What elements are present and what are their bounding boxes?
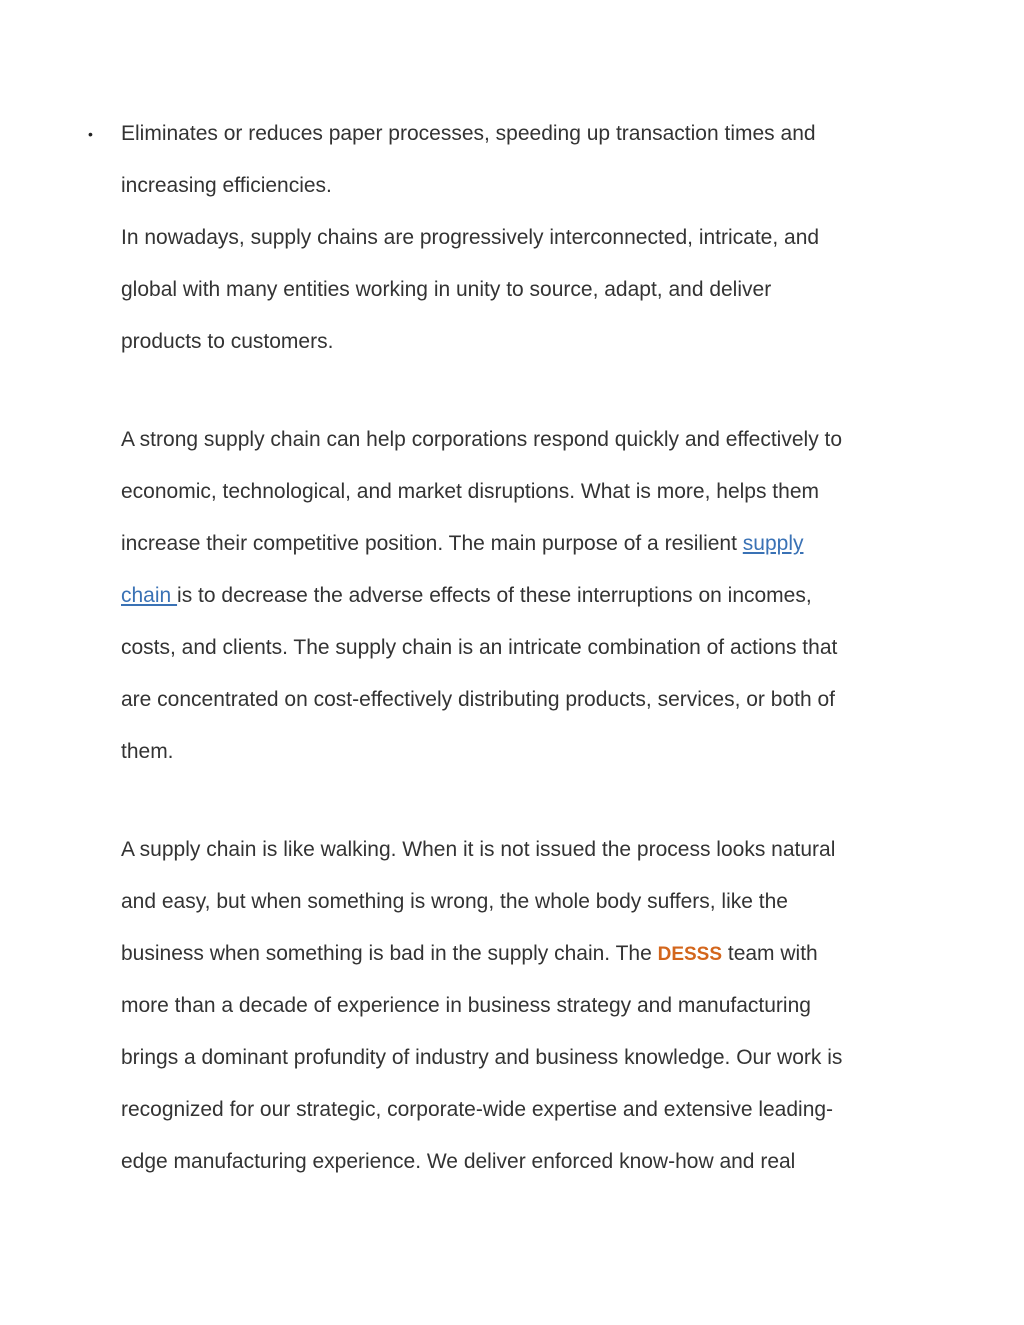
bullet-marker: • bbox=[88, 126, 93, 142]
text-line bbox=[121, 928, 911, 980]
text-segment: team with bbox=[722, 942, 818, 965]
supply-chain-link-continued[interactable]: chain bbox=[121, 584, 178, 607]
text-line: more than a decade of experience in business strategy and manufacturing bbox=[121, 994, 811, 1017]
text-line: edge manufacturing experience. We deliver enforced know-how and real bbox=[121, 1150, 796, 1173]
text-line: economic, technological, and market disruptions. What is more, helps them bbox=[121, 480, 819, 503]
text-line: In nowadays, supply chains are progressively interconnected, intricate, and bbox=[121, 226, 820, 249]
text-line: global with many entities working in unity to source, adapt, and deliver bbox=[121, 278, 772, 301]
text-line: and easy, but when something is wrong, the whole body suffers, like the bbox=[121, 890, 788, 913]
text-segment: increase their competitive position. The main purpose of a resilient bbox=[121, 532, 743, 555]
brand-name: DESSS bbox=[657, 944, 723, 965]
text-segment: is to decrease the adverse effects of these interruptions on incomes, bbox=[177, 584, 812, 607]
supply-chain-link[interactable]: supply bbox=[742, 532, 804, 555]
text-line: costs, and clients. The supply chain is an intricate combination of actions that bbox=[121, 636, 838, 659]
paragraph-resilience bbox=[121, 414, 911, 778]
text-line bbox=[121, 570, 911, 622]
bullet-item bbox=[121, 108, 911, 368]
text-line: Eliminates or reduces paper processes, speeding up transaction times and bbox=[121, 122, 816, 145]
text-line: A strong supply chain can help corporations respond quickly and effectively to bbox=[121, 428, 843, 451]
text-line bbox=[121, 518, 911, 570]
text-line: are concentrated on cost-effectively distributing products, services, or both of bbox=[121, 688, 835, 711]
text-line: them. bbox=[121, 740, 174, 763]
text-line: recognized for our strategic, corporate-wide expertise and extensive leading- bbox=[121, 1098, 834, 1121]
text-segment: business when something is bad in the supply chain. The bbox=[121, 942, 658, 965]
text-line: increasing efficiencies. bbox=[121, 174, 332, 197]
paragraph-walking-analogy bbox=[121, 824, 911, 1188]
text-line: brings a dominant profundity of industry and business knowledge. Our work is bbox=[121, 1046, 843, 1069]
text-line: A supply chain is like walking. When it is not issued the process looks natural bbox=[121, 838, 836, 861]
text-line: products to customers. bbox=[121, 330, 334, 353]
